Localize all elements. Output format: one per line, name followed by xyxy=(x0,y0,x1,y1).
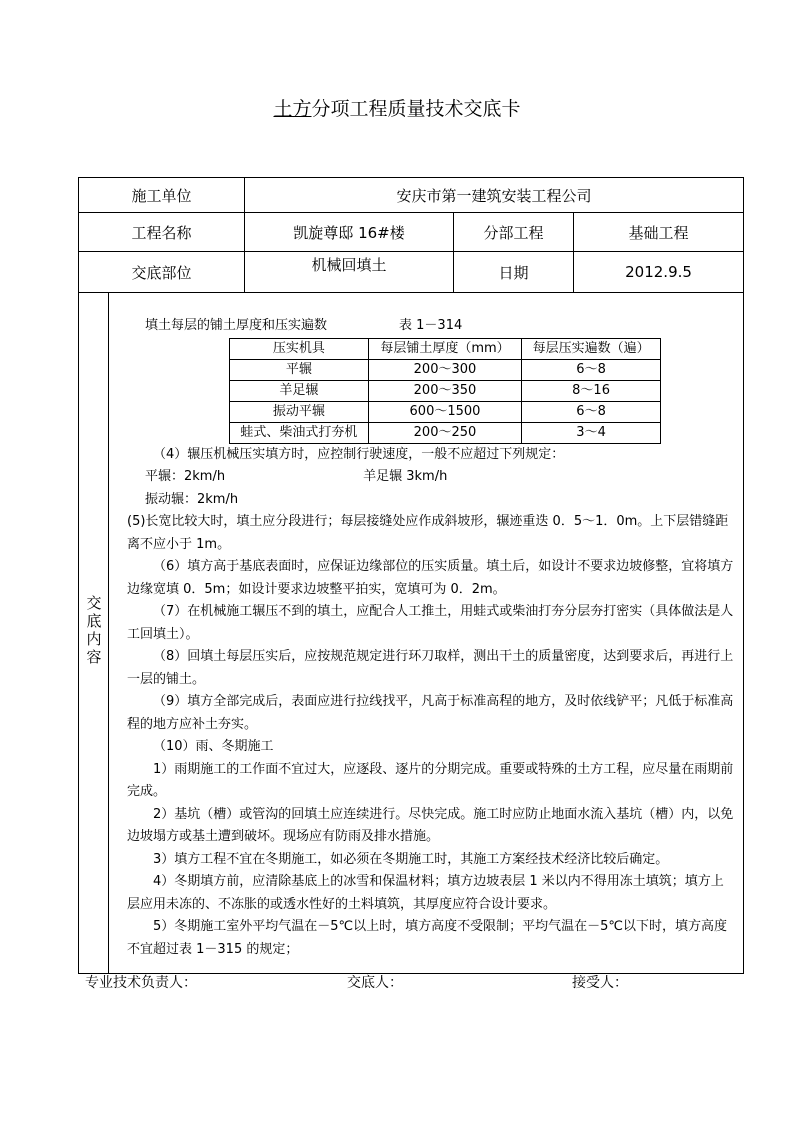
speed-row xyxy=(127,466,735,489)
side-label-cell xyxy=(79,293,109,974)
table-cell: 3～4 xyxy=(522,422,661,443)
paragraph-10: （10）雨、冬期施工 xyxy=(153,739,274,754)
table-cell: 6～8 xyxy=(522,401,661,422)
table-cell: 蛙式、柴油式打夯机 xyxy=(230,422,369,443)
disclosure-content xyxy=(109,293,743,961)
construction-unit-label: 施工单位 xyxy=(79,178,245,213)
construction-unit-value: 安庆市第一建筑安装工程公司 xyxy=(245,178,744,213)
paragraph-9: （9）填方全部完成后，表面应进行拉线找平，凡高于标准高程的地方，及时依线铲平；凡低于标准高程的地方应补土夯实。 xyxy=(127,694,734,732)
compaction-table xyxy=(229,338,661,444)
compaction-table-header xyxy=(230,338,661,359)
speed-flat-roller: 平辗：2km/h xyxy=(145,469,226,484)
project-name-label: 工程名称 xyxy=(79,213,245,252)
date-value: 2012.9.5 xyxy=(574,252,744,293)
table-cell: 羊足辗 xyxy=(230,380,369,401)
disclosure-content-cell xyxy=(109,293,744,974)
receiver-signature-label: 接受人： xyxy=(572,975,628,991)
table-row xyxy=(230,401,661,422)
paragraph-4: （4）辗压机械压实填方时，应控制行驶速度，一般不应超过下列规定： xyxy=(153,446,565,462)
disclosure-content-label: 交底内容 xyxy=(84,595,103,667)
sub-item-2: 2）基坑（槽）或管沟的回填土应连续进行。尽快完成。施工时应防止地面水流入基坑（槽）内，以免边坡塌方或基土遭到破坏。现场应有防雨及排水措施。 xyxy=(127,806,734,844)
disclosure-part-label: 交底部位 xyxy=(79,252,245,293)
paragraph-8: （8）回填土每层压实后，应按规范规定进行环刀取样，测出干土的质量密度，达到要求后，再进行上一层的铺土。 xyxy=(127,649,734,687)
sub-item-3: 3）填方工程不宜在冬期施工，如必须在冬期施工时，其施工方案经技术经济比较后确定。 xyxy=(153,851,669,867)
table-cell: 平辗 xyxy=(230,359,369,380)
table-row xyxy=(230,359,661,380)
table-cell: 200～300 xyxy=(368,359,521,380)
page-title xyxy=(0,94,794,121)
speed-sheepsfoot-roller: 羊足辗 3km/h xyxy=(363,469,448,484)
sub-item-1: 1）雨期施工的工作面不宜过大，应逐段、逐片的分期完成。重要或特殊的土方工程，应尽量在雨期前完成。 xyxy=(127,761,734,799)
title-underlined: 土方 xyxy=(273,98,312,120)
table-row xyxy=(230,380,661,401)
table-cell: 振动平辗 xyxy=(230,401,369,422)
discloser-signature-label: 交底人： xyxy=(347,975,403,991)
sub-item-5: 5）冬期施工室外平均气温在－5℃以上时，填方高度不受限制；平均气温在－5℃以下时，填方高度不宜超过表 1－315 的规定； xyxy=(127,919,728,957)
table-cell: 6～8 xyxy=(522,359,661,380)
table-cell: 8～16 xyxy=(522,380,661,401)
sub-project-value: 基础工程 xyxy=(574,213,744,252)
title-rest: 分项工程质量技术交底卡 xyxy=(311,98,521,120)
table-caption-text: 填土每层的铺土厚度和压实遍数 xyxy=(145,318,328,333)
header-cell: 压实机具 xyxy=(230,338,369,359)
sub-project-label: 分部工程 xyxy=(454,213,574,252)
table-cell: 600～1500 xyxy=(368,401,521,422)
disclosure-part-value: 机械回填土 xyxy=(245,252,454,293)
date-label: 日期 xyxy=(454,252,574,293)
paragraph-6: （6）填方高于基底表面时，应保证边缘部位的压实质量。填土后，如设计不要求边坡修整，宜将填方边缘宽填 0．5m；如设计要求边坡整平拍实，宽填可为 0．2m。 xyxy=(127,559,734,597)
table-cell: 200～250 xyxy=(368,422,521,443)
project-name-value: 凯旋尊邸 16#楼 xyxy=(245,213,454,252)
table-caption xyxy=(127,315,735,338)
table-cell: 200～350 xyxy=(368,380,521,401)
paragraph-5: (5)长宽比较大时，填土应分段进行；每层接缝处应作成斜坡形，辗迹重迭 0．5～1．0m。上下层错缝距离不应小于 1m。 xyxy=(127,514,729,552)
speed-vibratory-roller: 振动辗：2km/h xyxy=(145,491,239,507)
header-cell: 每层铺土厚度（mm） xyxy=(368,338,521,359)
table-caption-number: 表 1－314 xyxy=(399,318,463,333)
disclosure-card-table xyxy=(78,177,744,974)
sub-item-4: 4）冬期填方前，应清除基底上的冰雪和保温材料；填方边坡表层 1 米以内不得用冻土填筑；填方上层应用未冻的、不冻胀的或透水性好的土料填筑，其厚度应符合设计要求。 xyxy=(127,874,724,912)
table-row xyxy=(230,422,661,443)
header-cell: 每层压实遍数（遍） xyxy=(522,338,661,359)
paragraph-7: （7）在机械施工辗压不到的填土，应配合人工推土，用蛙式或柴油打夯分层夯打密实（具体做法是人工回填土）。 xyxy=(127,604,734,642)
tech-lead-signature-label: 专业技术负责人： xyxy=(85,975,197,991)
